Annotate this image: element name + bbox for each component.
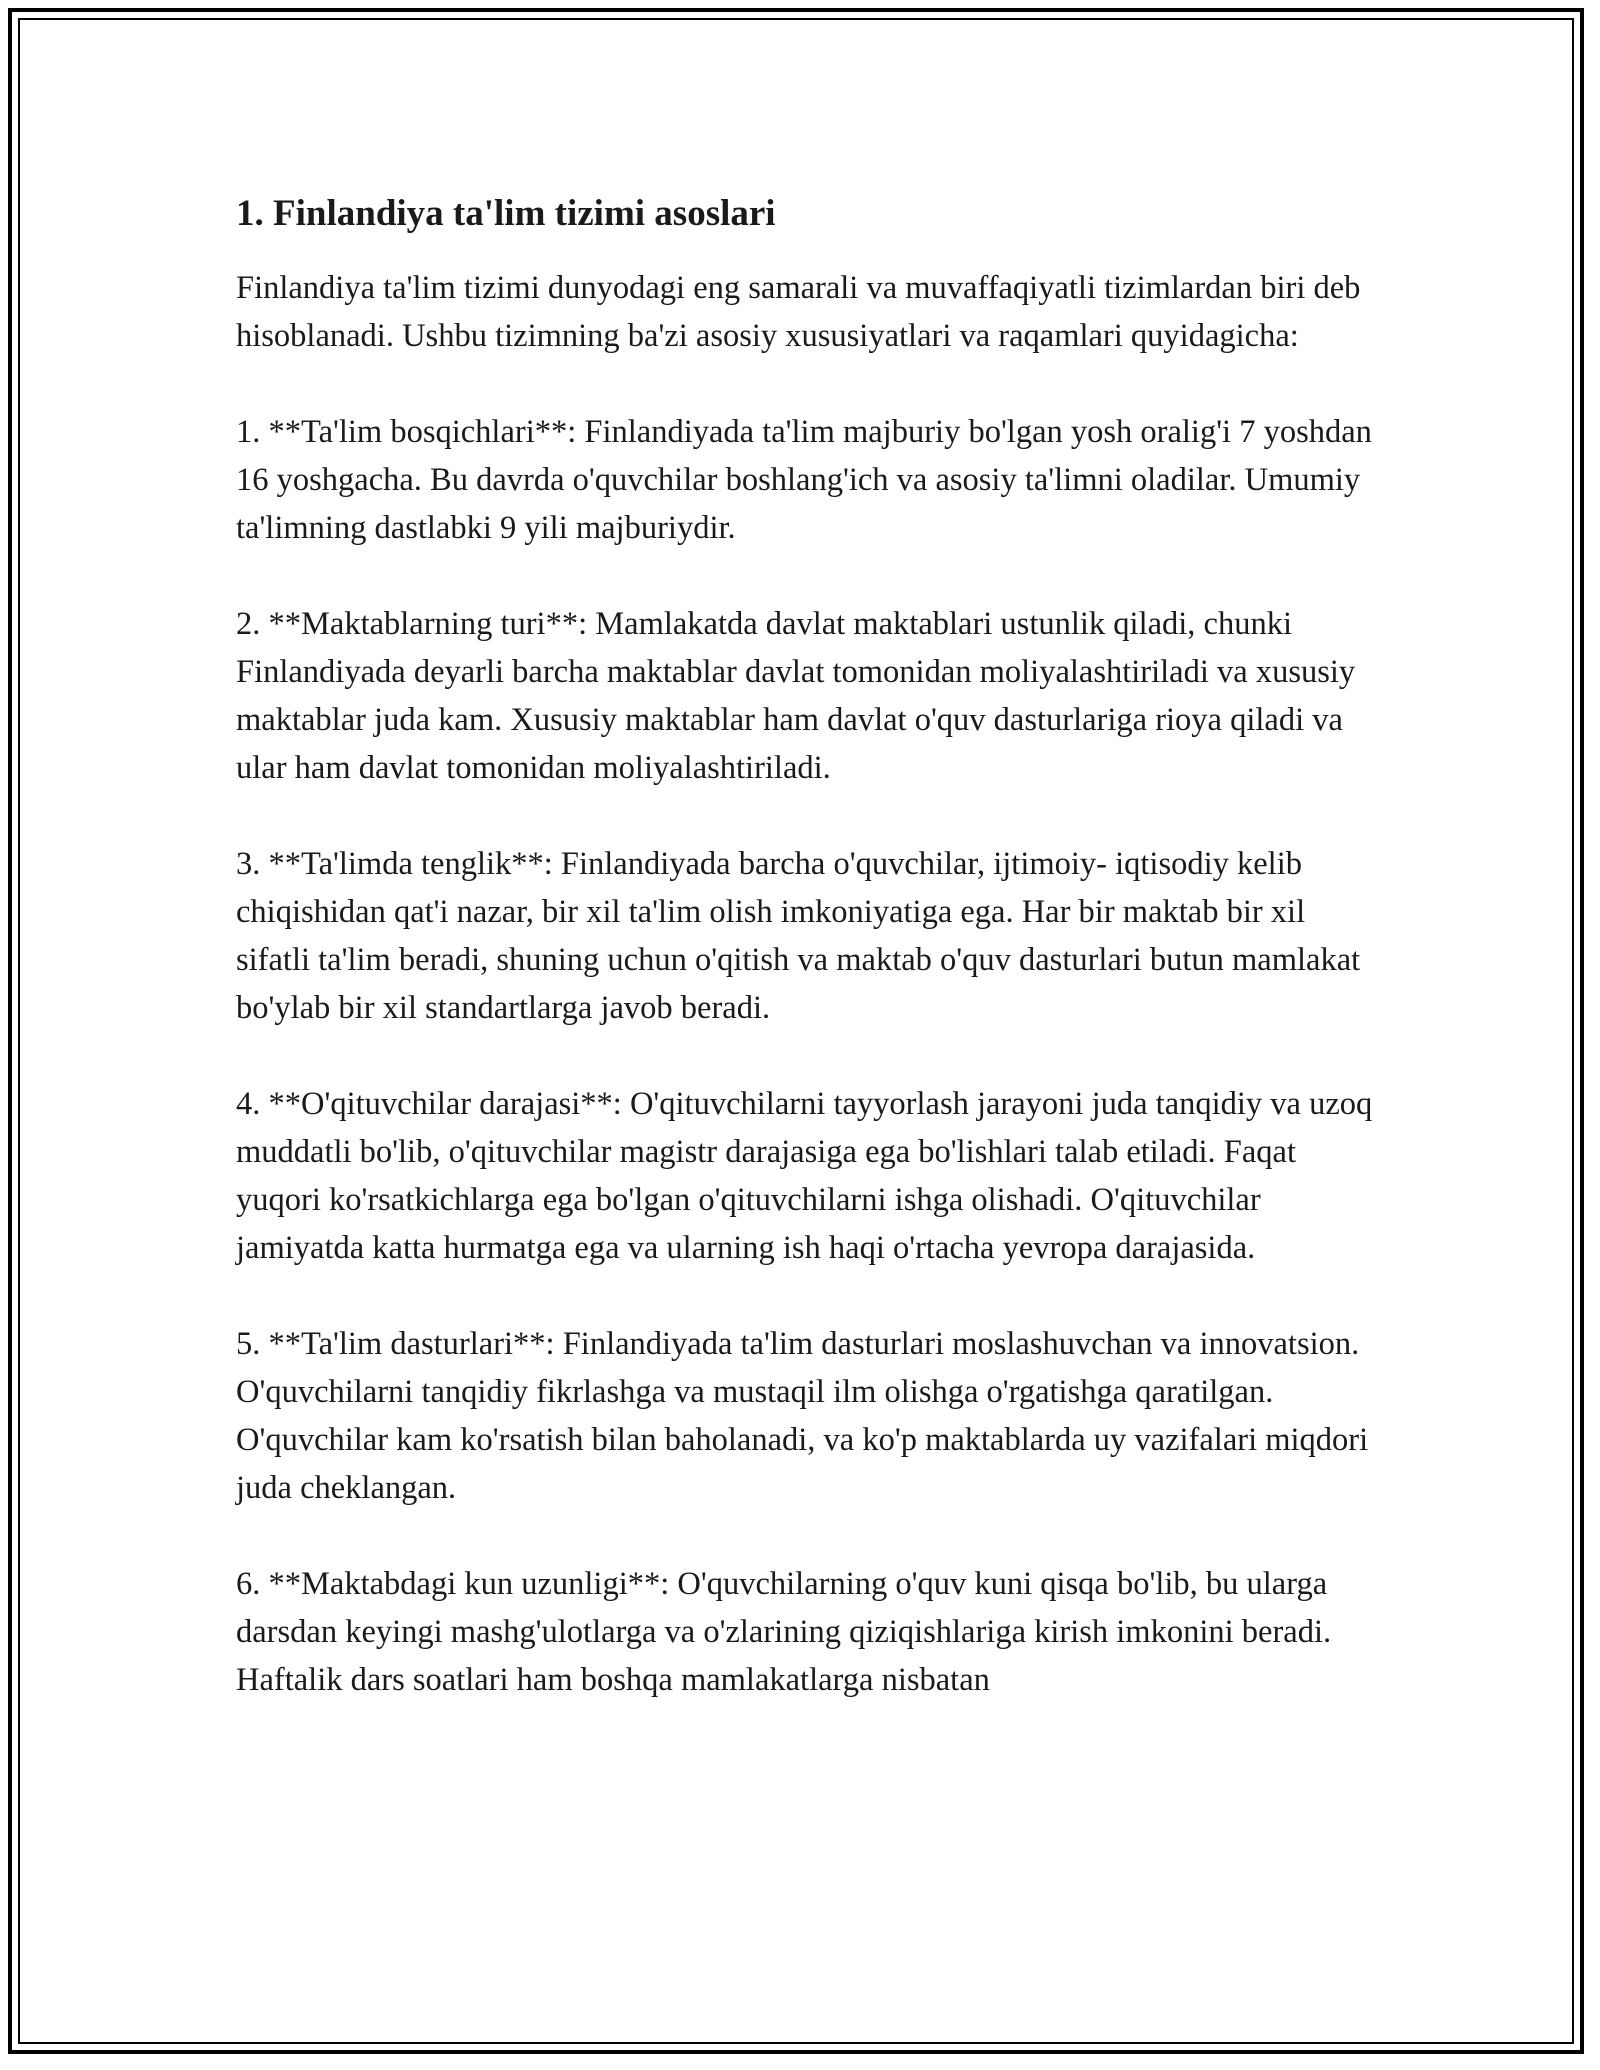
list-item-education-stages: 1. **Ta'lim bosqichlari**: Finlandiyada ta'lim majburiy bo'lgan yosh oralig'i 7 yoshdan 16 yoshgacha. Bu davrda o'quvchilar boshlang'ich va asosiy ta'limni oladilar. Umumiy ta'limning dastlabki 9 yili majburiydir. bbox=[236, 414, 1372, 546]
document-body bbox=[236, 186, 1386, 1752]
list-item-school-day-length: 6. **Maktabdagi kun uzunligi**: O'quvchilarning o'quv kuni qisqa bo'lib, bu ularga darsdan keyingi mashg'ulotlarga va o'zlarining qiziqishlariga kirish imkonini beradi. Haftalik dars soatlari ham boshqa mamlakatlarga nisbatan bbox=[236, 1566, 1332, 1698]
list-item-equality: 3. **Ta'limda tenglik**: Finlandiyada barcha o'quvchilar, ijtimoiy- iqtisodiy kelib chiqishidan qat'i nazar, bir xil ta'lim olish imkoniyatiga ega. Har bir maktab bir xil sifatli ta'lim beradi, shuning uchun o'qitish va maktab o'quv dasturlari butun mamlakat bo'ylab bir xil standartlarga javob beradi. bbox=[236, 846, 1361, 1026]
list-item-school-types: 2. **Maktablarning turi**: Mamlakatda davlat maktablari ustunlik qiladi, chunki Finlandiyada deyarli barcha maktablar davlat tomonidan moliyalashtiriladi va xususiy maktablar juda kam. Xususiy maktablar ham davlat o'quv dasturlariga rioya qiladi va ular ham davlat tomonidan moliyalashtiriladi. bbox=[236, 606, 1356, 786]
list-item-curricula: 5. **Ta'lim dasturlari**: Finlandiyada ta'lim dasturlari moslashuvchan va innovatsion. O'quvchilarni tanqidiy fikrlashga va mustaqil ilm olishga o'rgatishga qaratilgan. O'quvchilar kam ko'rsatish bilan baholanadi, va ko'p maktablarda uy vazifalari miqdori juda cheklangan. bbox=[236, 1326, 1369, 1506]
list-item-teacher-level: 4. **O'qituvchilar darajasi**: O'qituvchilarni tayyorlash jarayoni juda tanqidiy va uzoq muddatli bo'lib, o'qituvchilar magistr darajasiga ega bo'lishlari talab etiladi. Faqat yuqori ko'rsatkichlarga ega bo'lgan o'qituvchilarni ishga olishadi. O'qituvchilar jamiyatda katta hurmatga ega va ularning ish haqi o'rtacha yevropa darajasida. bbox=[236, 1086, 1373, 1266]
intro-paragraph: Finlandiya ta'lim tizimi dunyodagi eng samarali va muvaffaqiyatli tizimlardan biri deb hisoblanadi. Ushbu tizimning ba'zi asosiy xususiyatlari va raqamlari quyidagicha: bbox=[236, 270, 1361, 354]
section-heading: 1. Finlandiya ta'lim tizimi asoslari bbox=[236, 193, 776, 234]
